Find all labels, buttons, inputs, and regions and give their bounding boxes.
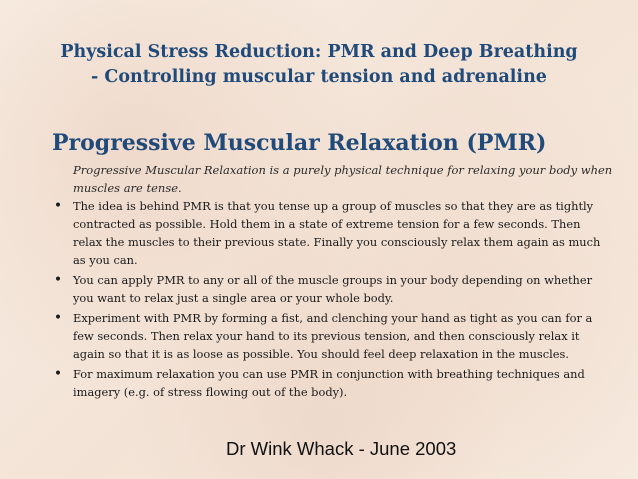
bullet-icon: •: [53, 198, 63, 214]
bullet-item: [52, 271, 608, 307]
footer-text: Dr Wink Whack - June 2003: [226, 438, 457, 459]
intro-text: Progressive Muscular Relaxation is a purely physical technique for relaxing your body when muscles are tense.: [73, 163, 613, 195]
bullet-icon: •: [53, 272, 63, 288]
bullet-text: For maximum relaxation you can use PMR in conjunction with breathing techniques and imagery (e.g. of stress flowing out of the body).: [73, 367, 585, 399]
slide-title-line-1: Physical Stress Reduction: PMR and Deep Breathing: [60, 42, 578, 62]
bullet-text: You can apply PMR to any or all of the muscle groups in your body depending on whether you want to relax just a single area or your whole body.: [73, 273, 593, 305]
slide-title-line-2: - Controlling muscular tension and adrenaline: [91, 67, 547, 87]
bullet-item: [52, 309, 608, 363]
bullet-list: [52, 197, 608, 403]
section-heading: Progressive Muscular Relaxation (PMR): [52, 130, 547, 156]
bullet-icon: •: [53, 310, 63, 326]
bullet-text: The idea is behind PMR is that you tense up a group of muscles so that they are as tightly contracted as possible. Hold them in a state of extreme tension for a few seconds. Then relax the muscles to their previous state. Finally you consciously relax them again as much as you can.: [73, 199, 601, 267]
bullet-item: [52, 365, 608, 401]
slide-title: [0, 40, 638, 90]
bullet-icon: •: [53, 366, 63, 382]
bullet-text: Experiment with PMR by forming a fist, and clenching your hand as tight as you can for a few seconds. Then relax your hand to its previous tension, and then consciously relax it again so that it is as loose as possible. You should feel deep relaxation in the muscles.: [73, 311, 593, 361]
bullet-item: [52, 197, 608, 269]
